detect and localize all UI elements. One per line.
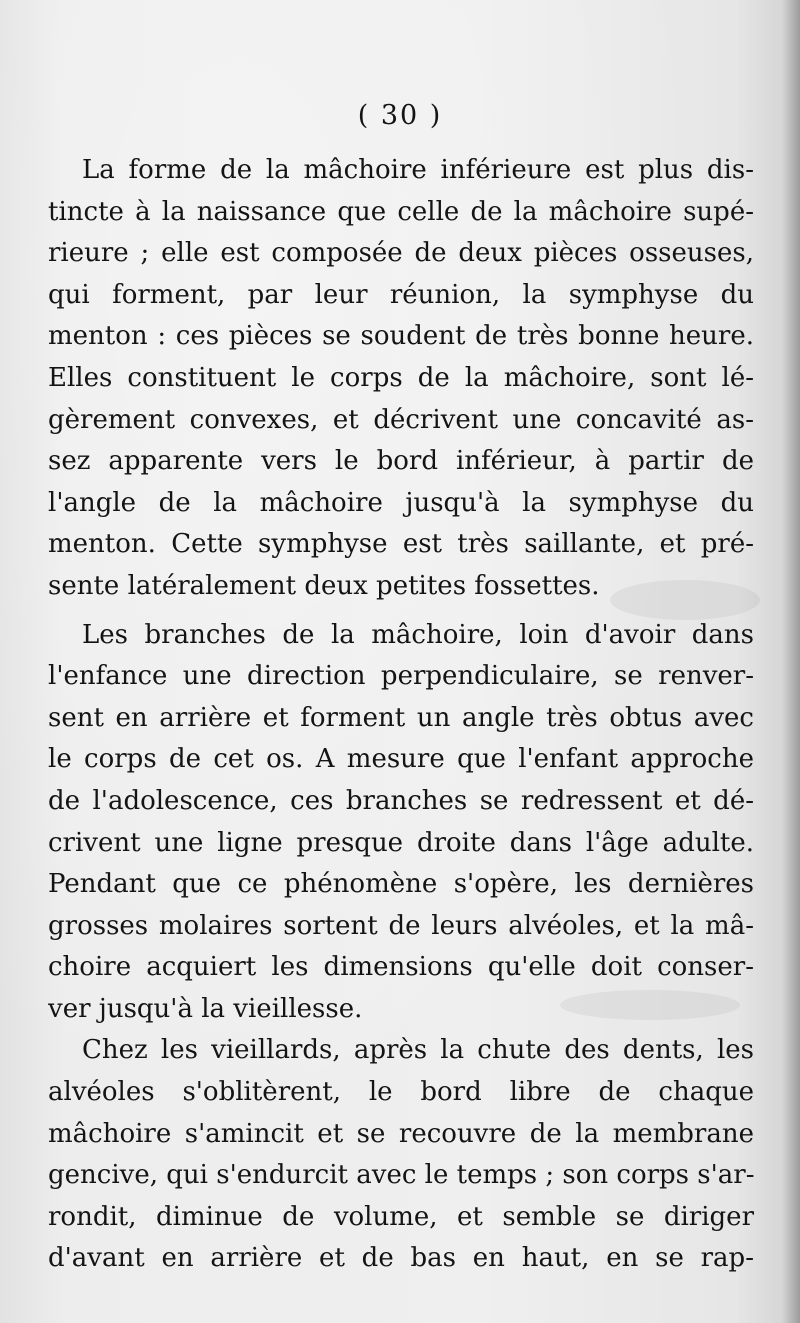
text-line: d'avant en arrière et de bas en haut, en se rap-: [48, 1243, 754, 1274]
text-line: gèrement convexes, et décrivent une concavité as-: [48, 404, 754, 435]
text-line: La forme de la mâchoire inférieure est plus dis-: [82, 155, 754, 185]
paragraph-3: [48, 1030, 754, 1280]
text-line: qui forment, par leur réunion, la symphyse du: [48, 279, 754, 310]
text-line: menton. Cette symphyse est très saillante, et pré-: [48, 529, 754, 560]
text-line: l'angle de la mâchoire jusqu'à la symphyse du: [48, 487, 754, 518]
text-line: Pendant que ce phénomène s'opère, les dernières: [48, 869, 754, 900]
page-number: ( 30 ): [357, 100, 443, 131]
text-line: rondit, diminue de volume, et semble se diriger: [48, 1201, 754, 1232]
body-text: [48, 150, 754, 1280]
text-line: sez apparente vers le bord inférieur, à partir de: [48, 446, 754, 477]
text-line: le corps de cet os. A mesure que l'enfant approche: [48, 744, 754, 775]
text-line: sente latéralement deux petites fossettes.: [48, 570, 600, 601]
text-line: Elles constituent le corps de la mâchoire, sont lé-: [48, 362, 754, 393]
text-line: grosses molaires sortent de leurs alvéoles, et la mâ-: [48, 910, 754, 941]
paragraph-1: [48, 150, 754, 608]
text-line: de l'adolescence, ces branches se redressent et dé-: [48, 785, 754, 816]
text-line: tincte à la naissance que celle de la mâchoire supé-: [48, 196, 754, 227]
text-line: choire acquiert les dimensions qu'elle doit conser-: [48, 952, 754, 983]
text-line: gencive, qui s'endurcit avec le temps ; son corps s'ar-: [48, 1160, 754, 1191]
paragraph-2: [48, 615, 754, 1031]
page-gutter-shadow: [782, 0, 800, 1323]
text-line: alvéoles s'oblitèrent, le bord libre de chaque: [48, 1077, 754, 1108]
text-line: menton : ces pièces se soudent de très bonne heure.: [48, 321, 754, 352]
text-line: Les branches de la mâchoire, loin d'avoir dans: [82, 619, 754, 650]
text-line: l'enfance une direction perpendiculaire, se renver-: [48, 661, 754, 692]
text-line: Chez les vieillards, après la chute des dents, les: [82, 1035, 754, 1066]
text-line: sent en arrière et forment un angle très obtus avec: [48, 702, 754, 733]
text-line: ver jusqu'à la vieillesse.: [48, 993, 363, 1024]
text-line: mâchoire s'amincit et se recouvre de la membrane: [48, 1118, 754, 1149]
text-line: crivent une ligne presque droite dans l'âge adulte.: [48, 827, 754, 858]
text-line: rieure ; elle est composée de deux pièces osseuses,: [48, 238, 754, 269]
